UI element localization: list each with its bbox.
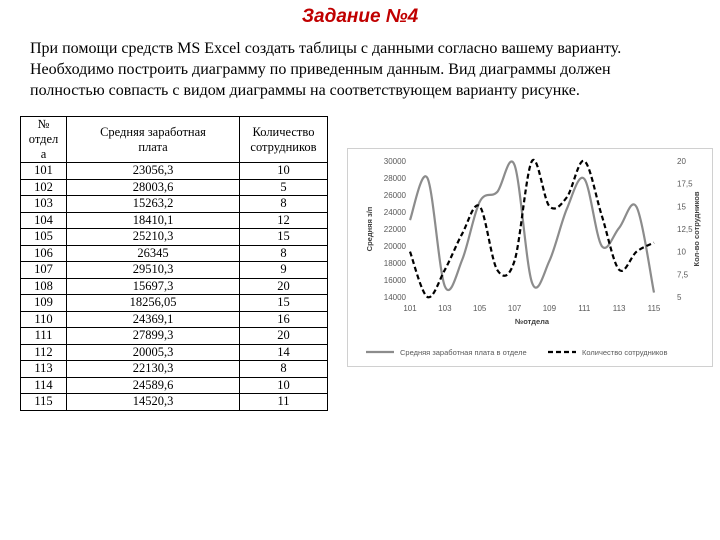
cell-salary: 14520,3 <box>67 394 240 411</box>
task-description <box>30 38 700 101</box>
table-header-row <box>21 117 328 163</box>
table-row <box>21 245 328 262</box>
cell-salary: 20005,3 <box>67 344 240 361</box>
cell-employees: 20 <box>240 328 328 345</box>
cell-salary: 24589,6 <box>67 377 240 394</box>
cell-department: 103 <box>21 196 67 213</box>
cell-employees: 15 <box>240 229 328 246</box>
cell-department: 106 <box>21 245 67 262</box>
chart <box>347 148 713 367</box>
y-tick-label: 30000 <box>383 157 406 166</box>
table-row <box>21 377 328 394</box>
description-line: полностью совпасть с видом диаграммы на соответствующем варианту рисунке. <box>30 82 580 99</box>
y2-tick-label: 17,5 <box>677 179 693 189</box>
cell-salary: 22130,3 <box>67 361 240 378</box>
cell-department: 105 <box>21 229 67 246</box>
y-tick-label: 28000 <box>383 174 406 183</box>
cell-salary: 27899,3 <box>67 328 240 345</box>
cell-employees: 11 <box>240 394 328 411</box>
cell-department: 111 <box>21 328 67 345</box>
cell-salary: 18410,1 <box>67 212 240 229</box>
cell-salary: 26345 <box>67 245 240 262</box>
y-tick-label: 26000 <box>383 191 406 200</box>
cell-department: 112 <box>21 344 67 361</box>
header-employees: Количество сотрудников <box>240 117 328 163</box>
x-tick-label: 101 <box>403 304 417 313</box>
cell-salary: 28003,6 <box>67 179 240 196</box>
cell-employees: 14 <box>240 344 328 361</box>
y-axis-title: Средняя з/п <box>365 206 374 252</box>
table-row <box>21 311 328 328</box>
cell-employees: 10 <box>240 377 328 394</box>
cell-salary: 18256,05 <box>67 295 240 312</box>
cell-employees: 16 <box>240 311 328 328</box>
cell-department: 107 <box>21 262 67 279</box>
cell-salary: 24369,1 <box>67 311 240 328</box>
y2-tick-label: 20 <box>677 157 686 166</box>
cell-employees: 12 <box>240 212 328 229</box>
table-row <box>21 163 328 180</box>
y-tick-label: 24000 <box>383 208 406 217</box>
table-row <box>21 196 328 213</box>
table-row <box>21 328 328 345</box>
y-tick-label: 22000 <box>383 225 406 234</box>
cell-employees: 5 <box>240 179 328 196</box>
cell-department: 115 <box>21 394 67 411</box>
table-row <box>21 212 328 229</box>
salary-series-line <box>410 161 654 292</box>
cell-employees: 8 <box>240 361 328 378</box>
cell-employees: 15 <box>240 295 328 312</box>
data-table <box>20 116 328 411</box>
cell-employees: 20 <box>240 278 328 295</box>
cell-employees: 9 <box>240 262 328 279</box>
table-row <box>21 344 328 361</box>
cell-salary: 23056,3 <box>67 163 240 180</box>
cell-department: 109 <box>21 295 67 312</box>
x-axis-title: №отдела <box>514 317 550 326</box>
table-row <box>21 361 328 378</box>
cell-department: 101 <box>21 163 67 180</box>
y2-tick-label: 15 <box>677 202 686 212</box>
cell-department: 102 <box>21 179 67 196</box>
cell-employees: 10 <box>240 163 328 180</box>
cell-salary: 15263,2 <box>67 196 240 213</box>
y2-tick-label: 7,5 <box>677 270 689 280</box>
y2-axis-title: Кол-во сотрудников <box>692 191 701 267</box>
table-row <box>21 278 328 295</box>
legend-label-salary: Средняя заработная плата в отделе <box>400 348 527 357</box>
description-line: Необходимо построить диаграмму по приведенным данным. Вид диаграммы должен <box>30 61 611 78</box>
x-tick-label: 109 <box>542 304 557 313</box>
table-row <box>21 262 328 279</box>
x-tick-label: 115 <box>647 304 661 313</box>
y2-tick-label: 12,5 <box>677 225 693 234</box>
x-tick-label: 113 <box>612 304 626 313</box>
cell-salary: 25210,3 <box>67 229 240 246</box>
y-tick-label: 18000 <box>383 259 406 268</box>
chart-svg <box>348 149 712 366</box>
cell-department: 113 <box>21 361 67 378</box>
y-tick-label: 16000 <box>383 276 406 285</box>
table-body <box>21 163 328 411</box>
cell-employees: 8 <box>240 245 328 262</box>
table-row <box>21 229 328 246</box>
table-row <box>21 394 328 411</box>
y2-tick-label: 5 <box>677 293 682 302</box>
x-tick-label: 105 <box>473 304 487 313</box>
cell-salary: 29510,3 <box>67 262 240 279</box>
y-tick-label: 14000 <box>383 293 406 302</box>
header-salary: Средняя заработная плата <box>67 117 240 163</box>
cell-employees: 8 <box>240 196 328 213</box>
y-tick-label: 20000 <box>383 242 406 251</box>
table-row <box>21 179 328 196</box>
header-department: № отдел а <box>21 117 67 163</box>
cell-department: 104 <box>21 212 67 229</box>
description-line: При помощи средств MS Excel создать таблицы с данными согласно вашему варианту. <box>30 40 622 57</box>
x-tick-label: 103 <box>438 304 452 313</box>
table-row <box>21 295 328 312</box>
cell-department: 110 <box>21 311 67 328</box>
cell-department: 108 <box>21 278 67 295</box>
y2-tick-label: 10 <box>677 247 686 257</box>
legend-label-employees: Количество сотрудников <box>582 348 668 357</box>
cell-department: 114 <box>21 377 67 394</box>
cell-salary: 15697,3 <box>67 278 240 295</box>
x-tick-label: 111 <box>578 304 591 313</box>
page-title: Задание №4 <box>301 6 419 27</box>
x-tick-label: 107 <box>507 304 522 313</box>
